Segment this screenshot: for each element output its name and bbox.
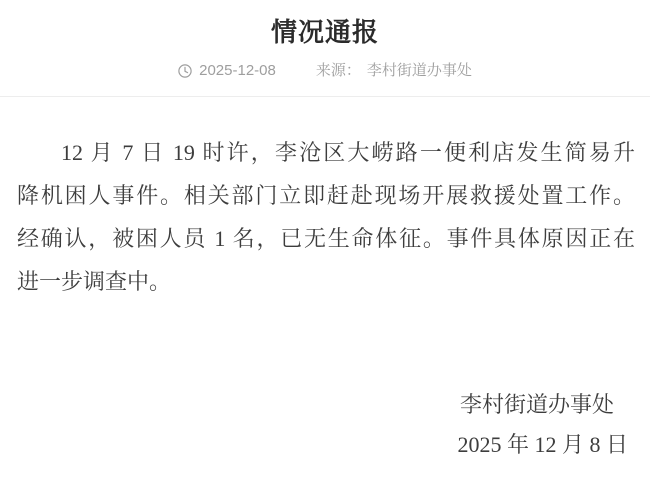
- body-line: 降机困人事件。相关部门立即赶赴现场开展救援处置工作。: [17, 183, 635, 208]
- meta-row: [0, 63, 650, 79]
- publish-date-group: [178, 63, 276, 79]
- article-body: [0, 131, 650, 303]
- source-group: [316, 63, 472, 79]
- body-line: 经确认，被困人员 1 名，已无生命体征。事件具体原因正在: [17, 226, 635, 251]
- source-label: 来源：: [315, 62, 361, 79]
- header-divider: [0, 96, 650, 97]
- signature-name: 李村街道办事处: [459, 392, 614, 417]
- notice-header: [0, 0, 650, 79]
- clock-icon: [178, 64, 192, 78]
- signature-date: 2025 年 12 月 8 日: [457, 432, 628, 457]
- source-value: 李村街道办事处: [366, 62, 472, 79]
- body-line: 12 月 7 日 19 时许，李沧区大崂路一便利店发生简易升: [61, 140, 635, 165]
- body-line: 进一步调查中。: [17, 269, 172, 294]
- page-title: 情况通报: [270, 17, 379, 47]
- publish-date: 2025-12-08: [199, 62, 276, 79]
- signature-block: [0, 385, 650, 465]
